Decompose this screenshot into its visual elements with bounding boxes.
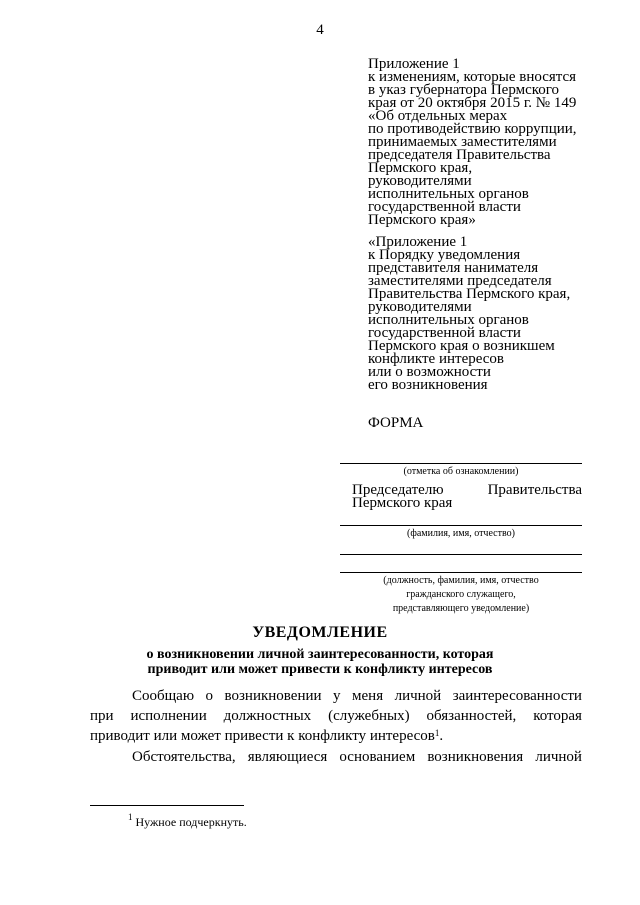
annex1-line: «Об отдельных мерах (368, 108, 508, 124)
annex-header-2 (368, 236, 608, 392)
annex2-line: или о возможности (368, 364, 491, 380)
annex1-line: руководителями (368, 173, 472, 189)
word: меня (352, 688, 384, 704)
word: исполнении (130, 708, 207, 724)
form-label: ФОРМА (368, 415, 424, 431)
annex2-line: его возникновения (368, 377, 488, 393)
text: приводит или может привести к конфликту интересов (90, 728, 435, 744)
annex-header-1 (368, 58, 608, 227)
annex2-line: Правительства Пермского края, (368, 286, 571, 302)
applicant-line-1 (340, 554, 582, 555)
word: личной (394, 688, 442, 704)
word: Обстоятельства, (132, 749, 236, 765)
footnote (128, 812, 247, 830)
annex2-line: представителя нанимателя (368, 260, 539, 276)
word: обязанностей, (426, 708, 517, 724)
footnote-mark: 1 (128, 812, 133, 822)
acknowledgement-caption: (отметка об ознакомлении) (403, 466, 519, 477)
annex1-line: председателя Правительства (368, 147, 551, 163)
applicant-caption-line: (должность, фамилия, имя, отчество (383, 575, 539, 586)
document-title: УВЕДОМЛЕНИЕ (252, 624, 388, 641)
annex2-line: конфликте интересов (368, 351, 505, 367)
addressee-word-2: Правительства (487, 482, 582, 498)
document-subtitle (110, 647, 530, 677)
subtitle-line: приводит или может привести к конфликту интересов (147, 662, 493, 677)
word: заинтересованности (452, 688, 582, 704)
applicant-caption-line: представляющего уведомление) (392, 603, 530, 614)
word: возникновения (427, 749, 524, 765)
subtitle-line: о возникновении личной заинтересованности, которая (146, 647, 494, 662)
body-paragraph-1 (90, 686, 582, 746)
annex1-line: принимаемых заместителями (368, 134, 557, 150)
annex1-line: Пермского края, (368, 160, 473, 176)
paragraph1-line-3 (90, 726, 582, 746)
annex1-line: Пермского края» (368, 212, 476, 228)
paragraph1-line-2 (90, 706, 582, 726)
paragraph2-line-1 (90, 747, 582, 767)
word: должностных (223, 708, 312, 724)
annex2-line: Пермского края о возникшем (368, 338, 555, 354)
annex2-line: «Приложение 1 (368, 234, 468, 250)
annex2-line: исполнительных органов (368, 312, 529, 328)
applicant-line-2 (340, 572, 582, 573)
paragraph1-line-1 (90, 686, 582, 706)
word: личной (535, 749, 582, 765)
page-number: 4 (316, 22, 324, 38)
addressee (352, 484, 582, 510)
applicant-caption (340, 574, 582, 616)
addressee-word-1: Председателю (352, 482, 444, 498)
word: (служебных) (328, 708, 410, 724)
word: которая (533, 708, 582, 724)
word: основанием (339, 749, 416, 765)
annex2-line: заместителями председателя (368, 273, 552, 289)
footnote-text: Нужное подчеркнуть. (132, 815, 247, 829)
annex1-line: государственной власти (368, 199, 521, 215)
body-paragraph-2 (90, 747, 582, 767)
annex1-line: к изменениям, которые вносятся (368, 69, 577, 85)
annex2-line: к Порядку уведомления (368, 247, 521, 263)
word: являющиеся (247, 749, 328, 765)
footnote-reference: 1 (434, 728, 440, 738)
acknowledgement-line (340, 463, 582, 464)
fio-caption: (фамилия, имя, отчество) (407, 528, 515, 539)
word: о (205, 688, 214, 704)
applicant-caption-line: гражданского служащего, (406, 589, 516, 600)
addressee-name-line (340, 525, 582, 526)
word: возникновении (224, 688, 322, 704)
word: у (333, 688, 341, 704)
annex2-line: государственной власти (368, 325, 521, 341)
annex1-line: в указ губернатора Пермского (368, 82, 560, 98)
text: . (439, 728, 444, 744)
annex1-line: Приложение 1 (368, 56, 460, 72)
addressee-line-2: Пермского края (352, 495, 453, 511)
word: Сообщаю (132, 688, 195, 704)
footnote-separator (90, 805, 244, 806)
annex1-line: по противодействию коррупции, (368, 121, 577, 137)
word: при (90, 708, 114, 724)
annex2-line: руководителями (368, 299, 472, 315)
annex1-line: края от 20 октября 2015 г. № 149 (368, 95, 577, 111)
annex1-line: исполнительных органов (368, 186, 529, 202)
